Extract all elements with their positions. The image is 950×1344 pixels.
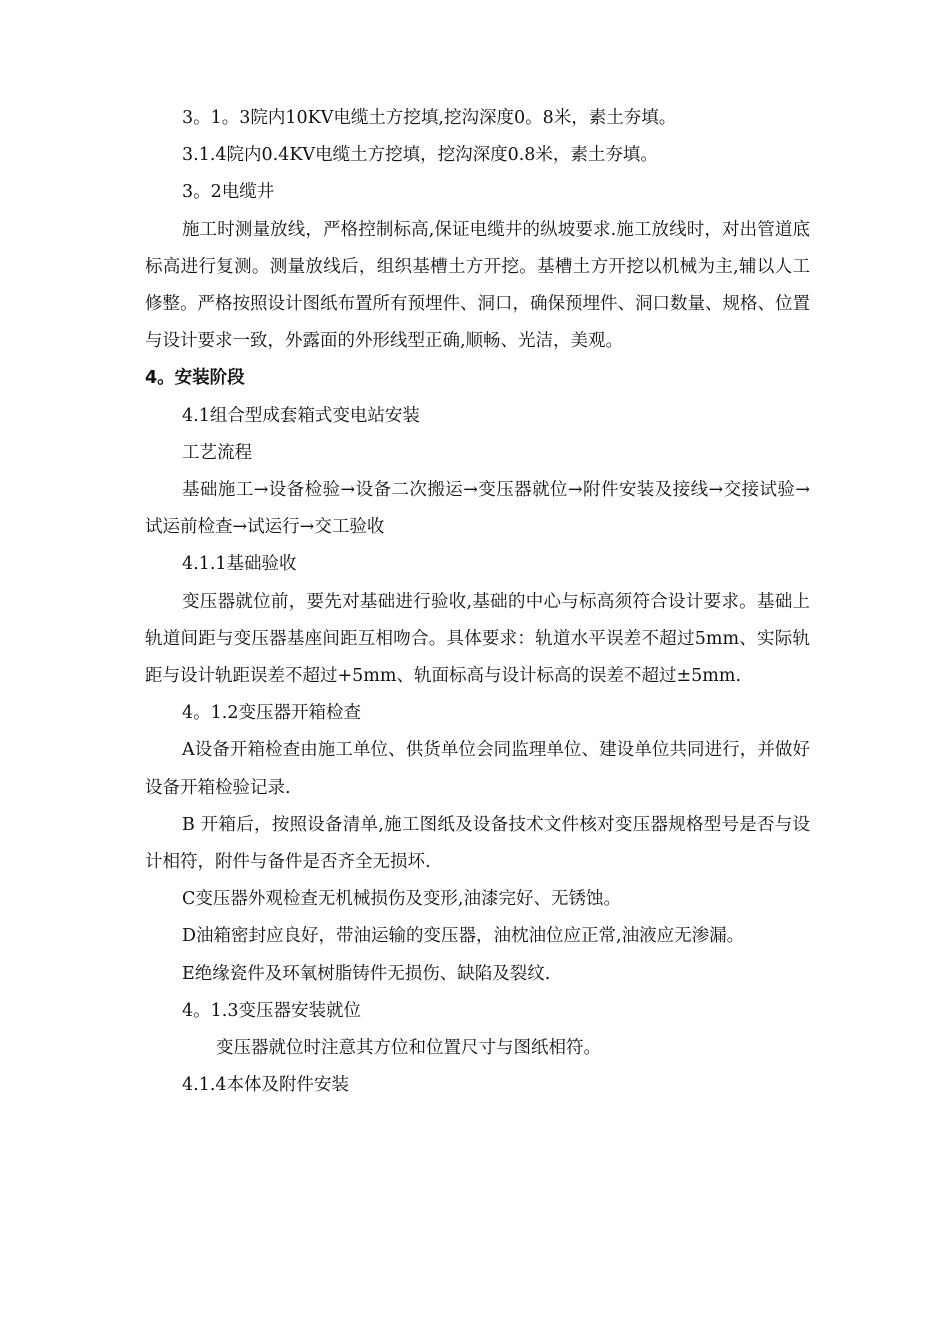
heading-4-1-1: 4.1.1基础验收 — [182, 554, 297, 575]
section-heading-4: 4。安装阶段 — [145, 368, 245, 389]
paragraph-item-d: D油箱密封应良好，带油运输的变压器，油枕油位应正常,油液应无渗漏。 — [182, 926, 745, 947]
paragraph-process-flow: 基础施工→设备检验→设备二次搬运→变压器就位→附件安装及接线→交接试验→试运前检查→试运行→交工验收 — [145, 480, 810, 538]
paragraph-item-a: A设备开箱检查由施工单位、供货单位会同监理单位、建设单位共同进行，并做好设备开箱检验记录. — [145, 740, 810, 798]
paragraph-item-e: E绝缘瓷件及环氧树脂铸件无损伤、缺陷及裂纹. — [182, 963, 551, 984]
heading-4-1-3: 4。1.3变压器安装就位 — [182, 1000, 361, 1021]
paragraph-foundation-acceptance: 变压器就位前，要先对基础进行验收,基础的中心与标高须符合设计要求。基础上轨道间距与变压器基座间距互相吻合。具体要求：轨道水平误差不超过5mm、实际轨距与设计轨距误差不超过+5mm、轨面标高与设计标高的误差不超过±5mm. — [145, 591, 810, 687]
heading-4-1: 4.1组合型成套箱式变电站安装 — [182, 405, 420, 426]
document-body — [145, 100, 810, 1104]
heading-4-1-4: 4.1.4本体及附件安装 — [182, 1075, 350, 1096]
paragraph-3-1-4: 3.1.4院内0.4KV电缆土方挖填，挖沟深度0.8米，素土夯填。 — [182, 145, 658, 166]
paragraph-item-c: C变压器外观检查无机械损伤及变形,油漆完好、无锈蚀。 — [182, 889, 621, 910]
paragraph-cable-well: 施工时测量放线，严格控制标高,保证电缆井的纵坡要求.施工放线时，对出管道底标高进行复测。测量放线后，组织基槽土方开挖。基槽土方开挖以机械为主,辅以人工修整。严格按照设计图纸布置所有预埋件、洞口，确保预埋件、洞口数量、规格、位置与设计要求一致，外露面的外形线型正确,顺畅、光洁，美观。 — [145, 219, 810, 352]
paragraph-item-b: B 开箱后，按照设备清单,施工图纸及设备技术文件核对变压器规格型号是否与设计相符，附件与备件是否齐全无损坏. — [145, 814, 810, 873]
heading-3-2: 3。2电缆井 — [182, 182, 275, 203]
paragraph-transformer-positioning: 变压器就位时注意其方位和位置尺寸与图纸相符。 — [216, 1038, 601, 1059]
heading-4-1-2: 4。1.2变压器开箱检查 — [182, 703, 361, 724]
heading-process-flow: 工艺流程 — [182, 442, 252, 463]
paragraph-3-1-3: 3。1。3院内10KV电缆土方挖填,挖沟深度0。8米，素土夯填。 — [182, 108, 677, 128]
